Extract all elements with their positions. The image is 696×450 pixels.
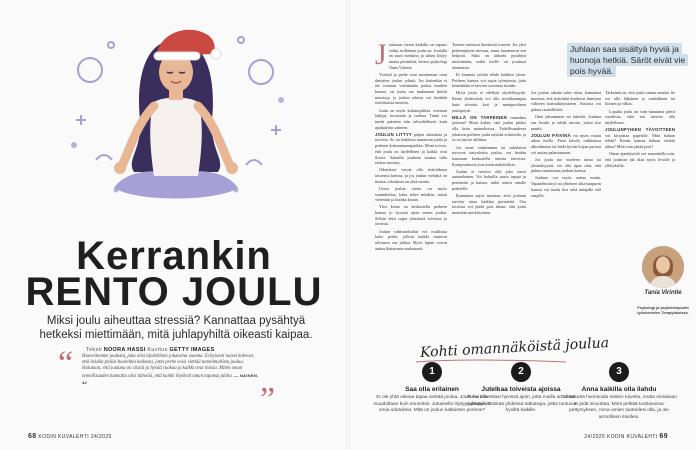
col2-paragraph-6: Kannattaa myös muistaa, ettei jouluun tarvitse ottaa kaikkia perinteitä. Osa tavoista voi jäädä pois ilman, että joulu menettää merkitystään. <box>452 192 526 216</box>
step-number-3: 3 <box>609 362 629 382</box>
step-heading-2: Jutelkaa toiveista ajoissa <box>481 386 561 393</box>
author-portrait-icon <box>642 246 684 288</box>
step-heading-3: Anna kaikilla olla ilahdu <box>581 386 657 393</box>
col2-paragraph-5: Joulun ei tarvitse olla joka vuosi samanlainen. Voi kokeilla uusia tapoja ja perinteitä ja katsoa, mikä toimii omalle perheelle. <box>452 168 526 191</box>
col2-paragraph-3: Hyvä joulu ei edellytä täydellisyyttä. Rento yhdessäolo voi olla arvokkaampaa kuin siivottu koti ja monipuolinen joulupöytä. <box>452 90 526 113</box>
headline-line-2: RENTO JOULU <box>25 270 323 314</box>
credit-source: GETTY IMAGES <box>169 347 215 353</box>
col1-paragraph-5: Usein joulun vietto on myös suunnittelua: kuka tekee mitäkin, missä vietetään ja kuinka kauan. <box>375 185 447 203</box>
byline <box>86 347 214 353</box>
col3-subhead-text: voi myös varata aikaa itselle. Pieni kävely raikkaassa ulkoilmassa tai hetki hyvän kirjan parissa voi auttaa palautumaan. <box>531 132 601 155</box>
col1-paragraph-3: Joulu on myös kulutusjuhlaa: ostetaan lahjoja, koristeita ja ruokaa. Tämä voi tuoda paineita niin taloudellisesti kuin ajankäytön suhteen. <box>375 107 447 130</box>
lead-paragraph: Miksi joulu aiheuttaa stressiä? Kannattaa pysähtyä hetkeksi miettimään, mitä juhlapyhiltä oikeasti kaipaa. <box>39 315 313 341</box>
col1-paragraph-7: Joulun valmisteluihin voi osallistua koko perhe, jolloin kaikki tuntevat olevansa osa juhlaa. Myös lapset voivat auttaa ikätasonsa mukaisesti. <box>375 228 447 251</box>
col4-paragraph-1: Tärkeintä on, että joulu tuntuu omalta. Se voi olla hiljainen ja rauhallinen tai iloinen ja vilkas. <box>605 90 675 107</box>
col2-paragraph-2: Ei kannata yrittää tehdä kaikkea yksin. Perheen kanssa voi sopia työnjaosta, jotta kenenkään ei tarvitse uuvuttaa itseään. <box>452 71 526 89</box>
col2-subhead: MILLÄ ON TARPEINEN <box>452 114 507 120</box>
col3-subhead: JOULUN PÄIVINÄ <box>531 132 571 138</box>
headline-line-1: Kerrankin <box>76 234 272 278</box>
col2-paragraph-4: Jos omat vanhemmat tai sukulaiset toivovat tietynlaista joulua, voi heidän kanssaan keskustella omista toiveista. Kompromissit ovat usein mahdollisia. <box>452 144 526 167</box>
pull-quote-text: Juhlaan saa sisältyä hyviä ja huonoja hetkiä. Säröt eivät vie pois hyvää. <box>567 43 688 77</box>
col4-paragraph-2: Lopulta joulu on vain muutama päivä vuodessa, eikä sen tarvitse olla täydellinen. <box>605 108 675 125</box>
col3-paragraph-4: Jouluna voi myös auttaa muita. Vapaaehtoistyö tai yhteinen aika naapurin kanssa voi tuoda iloa sekä antajalle että saajalle. <box>531 175 601 198</box>
article-column-3 <box>531 90 601 326</box>
col4-paragraph-3: Omaa ajankäyttöä voi suunnitella niin, että joulussa jää tilaa myös levolle ja yllätyksille. <box>605 151 675 168</box>
left-footer-text: KODIN KUVALEHTI 24/2025 <box>38 434 112 440</box>
dropcap: J <box>375 42 387 71</box>
step-body-2: Puhu toiveistasi hyvissä ajoin, jotta muilla on aikaa sopeutua. Etsikää yhdessä ratkaisuja, jotka tuntuvat hyviltä kaikille. <box>465 395 577 414</box>
col4-subhead: JOULUNPYHIEN TÄVOITTEEN <box>605 127 675 132</box>
article-column-1 <box>375 42 447 322</box>
author-photo <box>642 246 684 288</box>
spine-gutter <box>346 0 350 450</box>
left-page-number: 68 <box>28 433 37 440</box>
credit-author: NOORA HASSI <box>103 347 146 353</box>
pull-quote <box>567 44 693 77</box>
close-quote-icon: ” <box>260 381 276 418</box>
col2-subhead-text: tunnelma jouluna? Moni kokee, että joulun pitäisi olla kuin mainoksissa. Todellisuudessa jokaisen perheen joulu näyttää erilaiselta, ja se on täysin sallittua. <box>452 114 526 143</box>
col1-paragraph-6: Yksi keino on keskustella perheen kanssa jo hyvissä ajoin ennen joulua. Silloin ehtii sopia yhteisistä toiveista ja tavoista. <box>375 204 447 227</box>
reader-quote <box>82 354 262 387</box>
open-quote-icon: “ <box>58 345 74 382</box>
step-number-1: 1 <box>422 362 442 382</box>
right-page-footer <box>584 433 668 440</box>
col1-subhead-text: paljon odotuksia ja toiveita. Se on kaikkein tunnetuin juhla ja perheen kokoontumispaikka. Moni toivoo, että joulu on täydellinen ja kaikki ovat iloisia. Samalla joulusta saattaa tulla raskas suoritus. <box>375 131 447 166</box>
col3-paragraph-1: Jos joulun aikana tulee riitaa, kannattaa muistaa, että ristiriidat kuuluvat ihmisten väliseen kanssakäymiseen. Asioista voi puhua rauhallisesti. <box>531 90 601 113</box>
author-description: Psykologi ja psykoterapeutti työskentelee Terapytaloissa. <box>637 306 689 315</box>
tips-box-title: Kohti omannäköistä joulua <box>419 335 610 361</box>
step-number-2: 2 <box>511 362 531 382</box>
right-page-number: 69 <box>659 433 668 440</box>
col1-subhead: JOULUN LITTYY <box>375 131 412 137</box>
credit-kuvitus: Kuvitus <box>147 347 168 353</box>
col3-paragraph-2: Oma jaksaminen on tärkeää. Jouluna saa levätä ja tehdä asioita, joista itse nauttii. <box>531 114 601 131</box>
col1-paragraph-1: ouluaan vieton kaikilla on vapaus valita, millainen joulu on. Joululla on suuri merkitys ja siihen liittyy monia perinteitä, kertoo psykologi Tania Virintie. <box>388 42 447 70</box>
col1-paragraph-2: Ystävät ja perhe ovat suurimman osan ihmisten joulun ydintä. Jos kuitenkin ei ole tottunut viettämään joulua muiden kanssa, tai joulu tuo mukanaan ikäviä muistoja, jo joulun odotus voi herättää ristiriitaisia tunteita. <box>375 71 447 106</box>
title-underline-icon <box>416 359 566 363</box>
col4-subhead-text: voi kirjoittaa paperille. Mitä haluan tehdä? Kenen kanssa haluan viettää aikaa? Mitä voin jättää pois? <box>605 132 675 150</box>
step-body-3: On tärkeää huomioida toisten toiveita, mutta omiakaan ei pidä sivuuttaa. Moni pelkää tuottavansa pettymyksen. Anna omien tunteidesi olla, ja ole armollinen itsellesi. <box>561 395 677 420</box>
reader-quote-attribution: — NAINEN, 42 <box>82 372 259 385</box>
article-column-4 <box>605 90 675 240</box>
col1-paragraph-4: Odotukset voivat olla ristiriidassa toistensa kanssa, ja jos joulun viettäjiä on monta, odotuksia on yhtä monta. <box>375 167 447 184</box>
credit-label: Teksti <box>86 347 102 353</box>
reader-quote-text: Haaveilemme joulusta, joka olisi täydellinen jokaisena vuonna. Erityisesti naiset kokevat, että heidän pitäisi huolehtia kaikesta, jotta perhe voisi viettää tunnelmallista joulua. Halutaan, että jouluna on siistiä ja hyvää ruokaa ja kaikki ovat iloisia. Miten oman onnellisuuden kannalta olisi tärkeää, että kaikki löytävät oman tapansa juhlia. <box>82 354 255 379</box>
left-page-footer <box>28 433 112 440</box>
col2-paragraph-1: Tunteet tarttuvat ihmisestä toiseen. Jos yksi perheenjäsen stressaa, muut huomaavat sen helposti. Siksi on tärkeää pysähtyä miettimään, mikä itselle on joulussa olennaista. <box>452 42 526 70</box>
col3-paragraph-3: Jos joulu tuo mieleen surua tai yksinäisyyttä, voi olla apua siitä, että puhuu tunteistaan jonkun kanssa. <box>531 156 601 174</box>
right-footer-text: 24/2025 KODIN KUVALEHTI <box>584 434 658 440</box>
step-body-1: Ei ole yhtä oikeaa tapaa viettää joulua. Joulu voi olla muodoltaan kuin ennenkin. Jokaisella löytyy juhlapyhiin omia odotuksia. Mitä on joulun kaltaisten perinne? <box>373 395 491 414</box>
author-name: Tania Virintie <box>644 290 682 296</box>
article-column-2 <box>452 42 526 302</box>
woman-meditating-illustration <box>56 10 296 220</box>
step-heading-1: Saa olla erilainen <box>405 386 459 393</box>
